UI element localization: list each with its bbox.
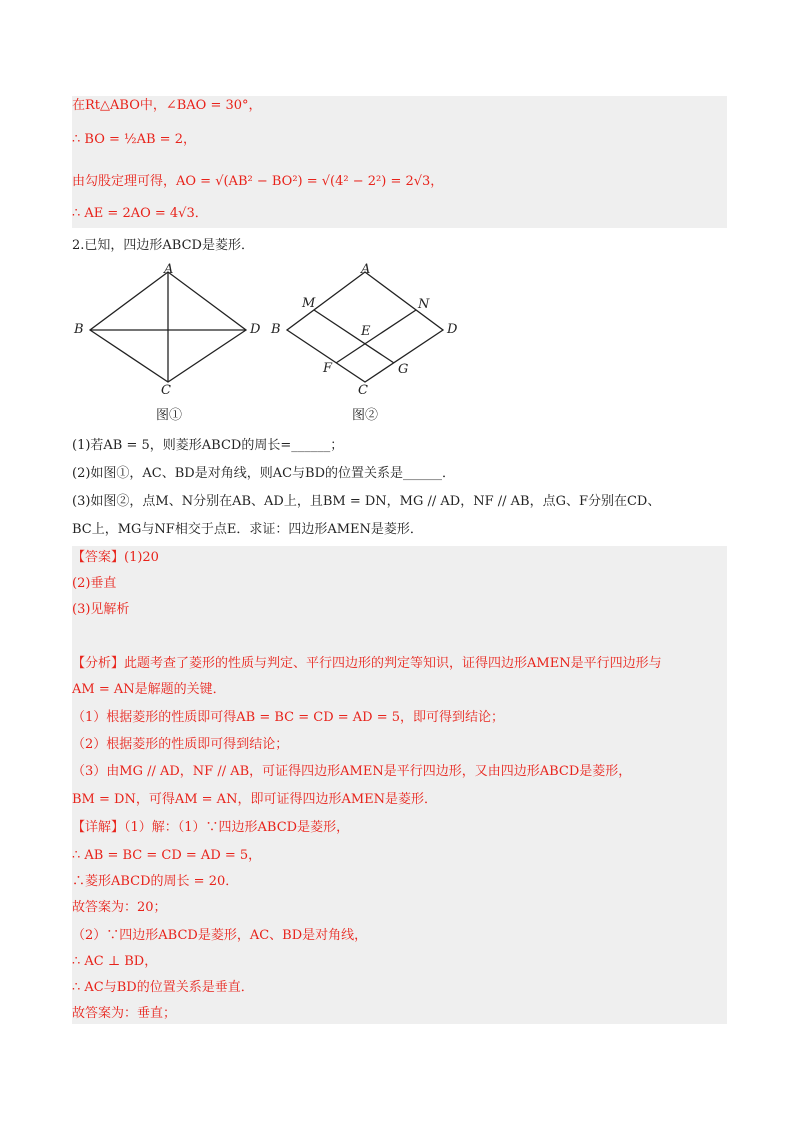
detail-line: ∴ AC ⊥ BD， [72, 954, 158, 969]
fig2-label-a: A [361, 262, 371, 277]
analysis-line: AM = AN是解题的关键． [72, 682, 226, 697]
fig2-label-n: N [418, 297, 430, 312]
fig2-caption: 图② [352, 408, 379, 423]
fig2-label-m: M [302, 296, 316, 311]
detail-line: 【详解】（1）解：（1）∵四边形ABCD是菱形， [72, 820, 350, 835]
detail-line: ∴ AB = BC = CD = AD = 5， [72, 848, 262, 863]
detail-line: 故答案为：20； [72, 900, 167, 915]
text-line: ∴ BO = ½AB = 2， [72, 132, 196, 147]
detail-line: 故答案为：垂直； [72, 1006, 177, 1021]
analysis-line: （3）由MG // AD，NF // AB，可证得四边形AMEN是平行四边形，又由四边形ABCD是菱形， [72, 764, 632, 779]
answer-line: 【答案】(1)20 [72, 550, 159, 565]
fig1-label-b: B [74, 322, 84, 337]
text-line: 在Rt△ABO中，∠BAO = 30°， [72, 98, 262, 113]
fig2-line-mg [314, 310, 394, 363]
analysis-line: （2）根据菱形的性质即可得到结论； [72, 737, 289, 752]
analysis-line: 【分析】此题考查了菱形的性质与判定、平行四边形的判定等知识，证得四边形AMEN是平行四边形与 [72, 656, 662, 671]
fig2-label-e: E [361, 324, 371, 339]
fig1-label-d: D [250, 322, 261, 337]
detail-line: ∴ AC与BD的位置关系是垂直． [72, 980, 254, 995]
fig1-label-a: A [164, 262, 174, 277]
analysis-line: （1）根据菱形的性质即可得AB = BC = CD = AD = 5，即可得到结论； [72, 710, 505, 725]
text-line: 由勾股定理可得，AO = √(AB² − BO²) = √(4² − 2²) = 2√3， [72, 174, 444, 189]
fig2-label-d: D [447, 322, 458, 337]
text-line: ∴ AE = 2AO = 4√3． [72, 206, 208, 221]
detail-line: ∴菱形ABCD的周长 = 20． [72, 874, 239, 889]
fig2-label-b: B [271, 322, 281, 337]
fig1-caption: 图① [156, 408, 183, 423]
analysis-line: BM = DN，可得AM = AN，即可证得四边形AMEN是菱形． [72, 792, 438, 807]
question-part-3b: BC上，MG与NF相交于点E．求证：四边形AMEN是菱形． [72, 522, 423, 537]
answer-line: (3)见解析 [72, 602, 130, 617]
question-part-3a: (3)如图②，点M、N分别在AB、AD上，且BM = DN，MG // AD，NF // AB，点G、F分别在CD、 [72, 494, 661, 509]
fig2-line-nf [336, 310, 416, 363]
question-title: 2.已知，四边形ABCD是菱形． [72, 238, 254, 253]
fig2-label-c: C [358, 383, 368, 398]
figure-rhombus-diagrams [60, 258, 480, 428]
question-part-1: (1)若AB = 5，则菱形ABCD的周长=______； [72, 438, 344, 453]
question-part-2: (2)如图①，AC、BD是对角线，则AC与BD的位置关系是______． [72, 466, 456, 481]
fig1-label-c: C [161, 383, 171, 398]
fig2-label-g: G [398, 362, 409, 377]
detail-line: （2）∵四边形ABCD是菱形，AC、BD是对角线， [72, 928, 368, 943]
fig2-label-f: F [323, 361, 333, 376]
answer-line: (2)垂直 [72, 576, 117, 591]
